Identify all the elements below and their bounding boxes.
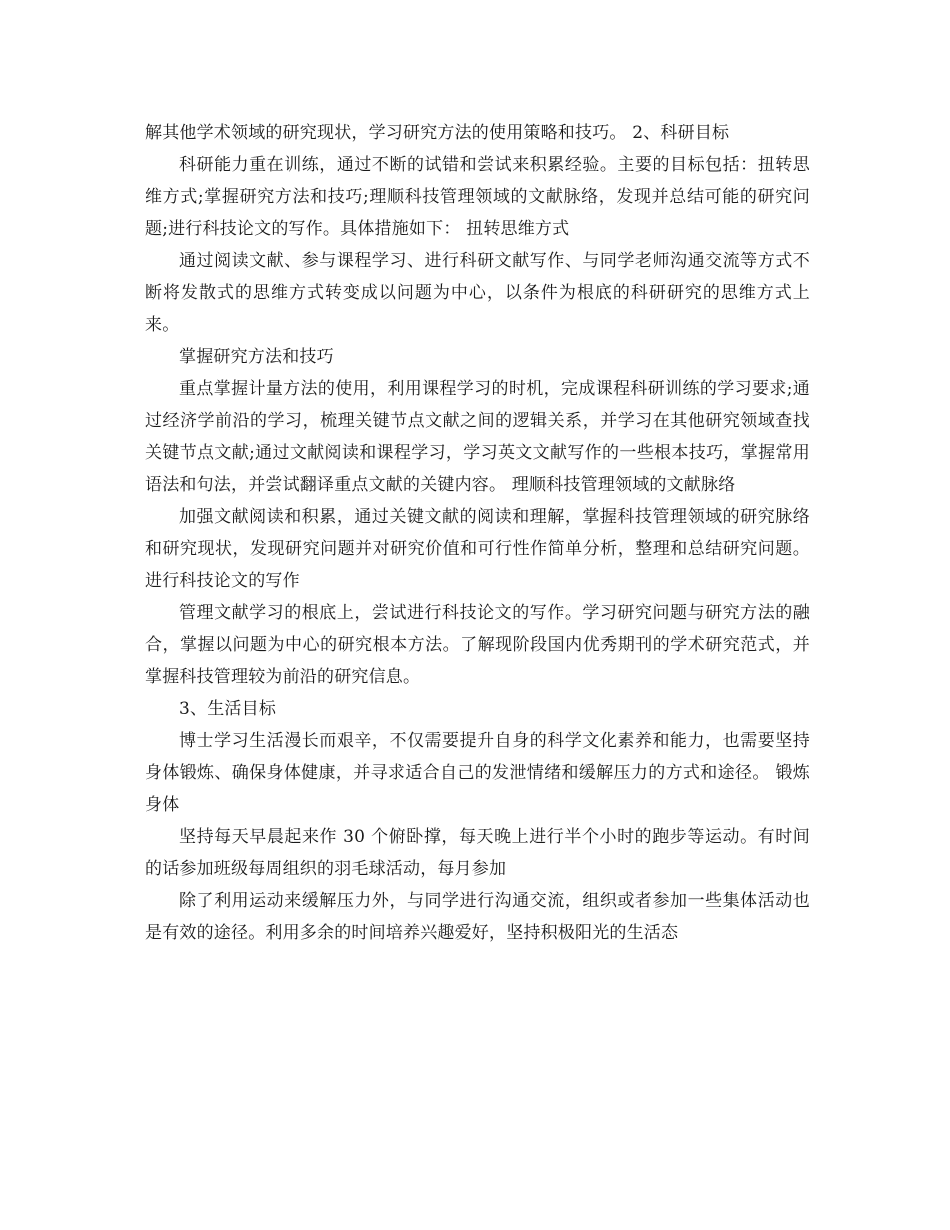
- paragraph: 坚持每天早晨起来作 30 个俯卧撑，每天晚上进行半个小时的跑步等运动。有时间的话参加班级每周组织的羽毛球活动，每月参加: [145, 827, 810, 879]
- section-heading: 3、生活目标: [179, 699, 277, 719]
- paragraph: 加强文献阅读和积累，通过关键文献的阅读和理解，掌握科技管理领域的研究脉络和研究现状，发现研究问题并对研究价值和可行性作简单分析，整理和总结研究问题。 进行科技论文的写作: [145, 507, 810, 591]
- section-heading: 掌握研究方法和技巧: [179, 347, 334, 367]
- paragraph: 重点掌握计量方法的使用，利用课程学习的时机，完成课程科研训练的学习要求;通过经济学前沿的学习，梳理关键节点文献之间的逻辑关系，并学习在其他研究领域查找关键节点文献;通过文献阅读和课程学习，学习英文文献写作的一些根本技巧，掌握常用语法和句法，并尝试翻译重点文献的关键内容。 理顺科技管理领域的文献脉络: [145, 379, 810, 495]
- document-body: [145, 117, 810, 949]
- paragraph: 解其他学术领域的研究现状，学习研究方法的使用策略和技巧。 2、科研目标: [145, 123, 730, 143]
- paragraph: 博士学习生活漫长而艰辛，不仅需要提升自身的科学文化素养和能力，也需要坚持身体锻炼、确保身体健康，并寻求适合自己的发泄情绪和缓解压力的方式和途径。 锻炼身体: [145, 731, 810, 815]
- paragraph: 科研能力重在训练，通过不断的试错和尝试来积累经验。主要的目标包括：扭转思维方式;掌握研究方法和技巧;理顺科技管理领域的文献脉络，发现并总结可能的研究问题;进行科技论文的写作。具体措施如下： 扭转思维方式: [145, 155, 810, 239]
- paragraph: 通过阅读文献、参与课程学习、进行科研文献写作、与同学老师沟通交流等方式不断将发散式的思维方式转变成以问题为中心，以条件为根底的科研研究的思维方式上来。: [145, 251, 810, 335]
- paragraph: 除了利用运动来缓解压力外，与同学进行沟通交流，组织或者参加一些集体活动也是有效的途径。利用多余的时间培养兴趣爱好，坚持积极阳光的生活态: [145, 891, 810, 943]
- paragraph: 管理文献学习的根底上，尝试进行科技论文的写作。学习研究问题与研究方法的融合，掌握以问题为中心的研究根本方法。了解现阶段国内优秀期刊的学术研究范式，并掌握科技管理较为前沿的研究信息。: [145, 603, 810, 687]
